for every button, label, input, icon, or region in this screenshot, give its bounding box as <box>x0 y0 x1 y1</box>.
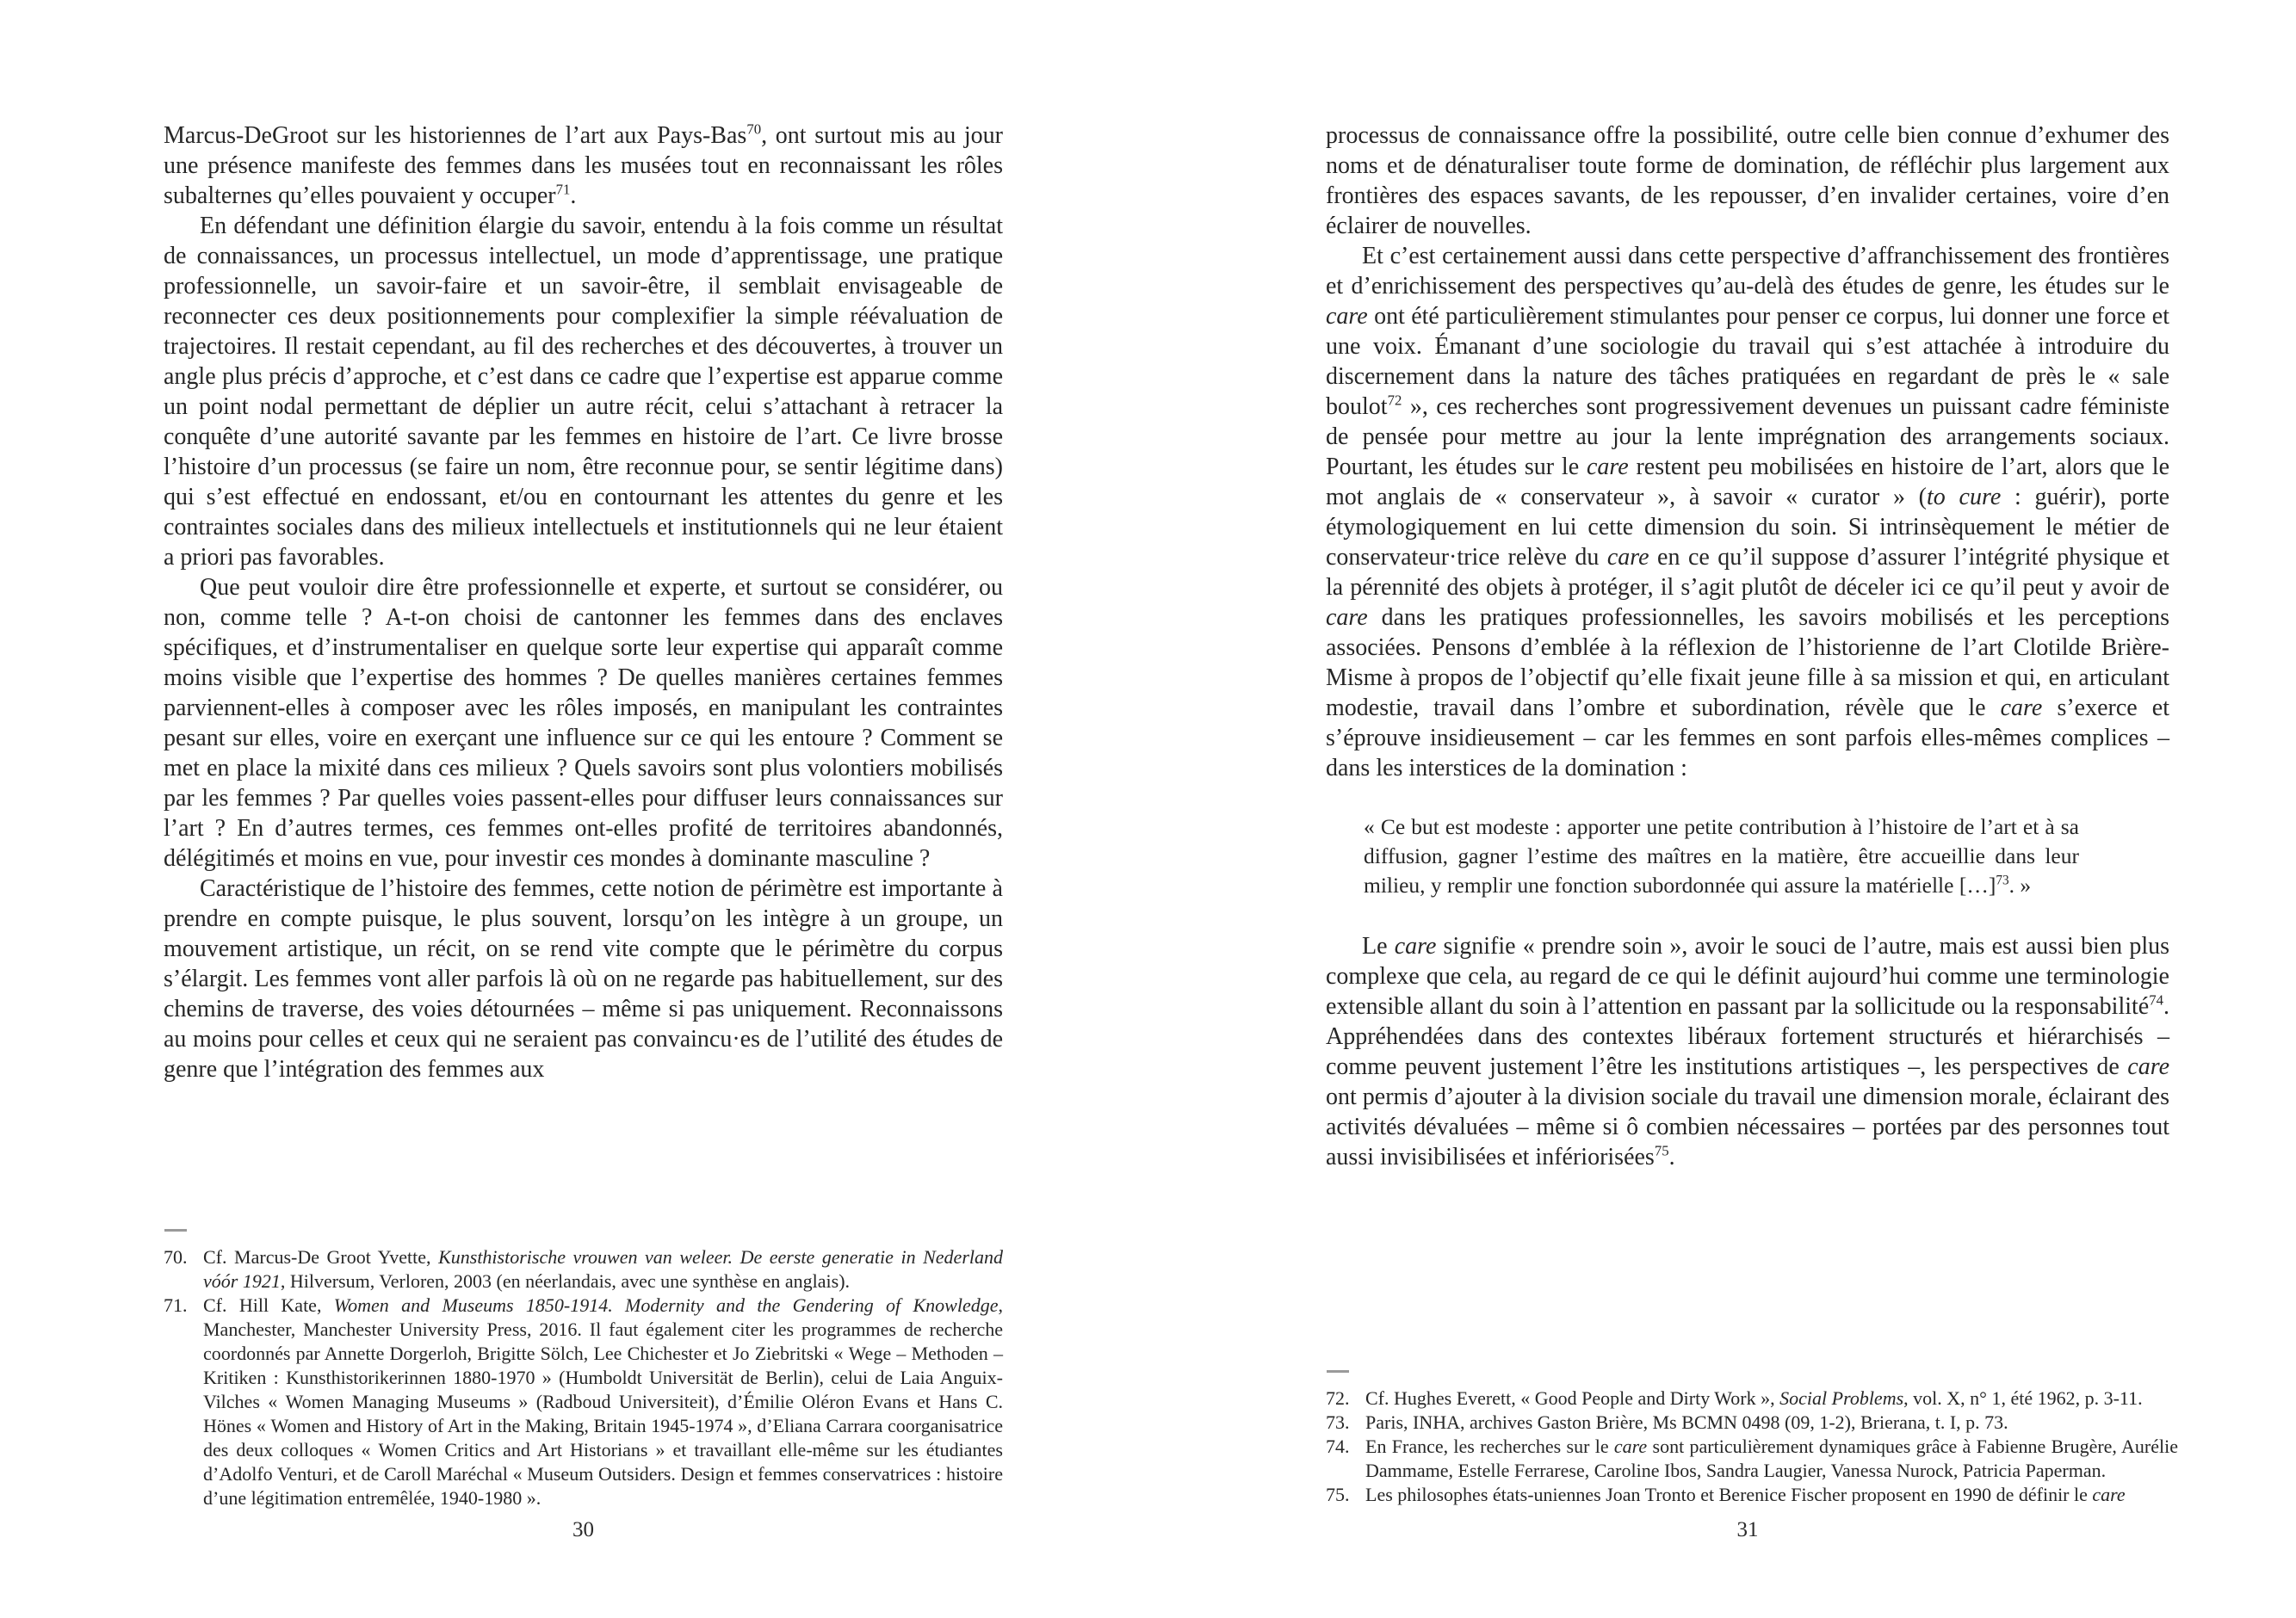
page-left-body <box>164 120 1003 1084</box>
footnote-number: 70. <box>164 1246 188 1268</box>
footnote-number: 73. <box>1326 1411 1350 1433</box>
footnote <box>164 1294 1003 1510</box>
footnote-separator-rule <box>164 1229 187 1232</box>
footnote-number: 74. <box>1326 1436 1350 1457</box>
paragraph-continuation: Marcus-DeGroot sur les historiennes de l’art aux Pays-Bas$^{70}$, ont surtout mis au jour une présence manifeste des femmes dans les musées tout en reconnaissant les rôles subalternes qu’elles pouvaient y occuper$^{71}$. <box>164 120 1003 209</box>
paragraph-continuation: processus de connaissance offre la possibilité, outre celle bien connue d’exhumer des noms et de dénaturaliser toute forme de domination, de réfléchir plus largement aux frontières des espaces savants, de les repousser, d’en invalider certaines, voire d’en éclairer de nouvelles. <box>1326 122 2169 239</box>
footnote-number: 75. <box>1326 1484 1350 1505</box>
footnote <box>1326 1386 2178 1411</box>
footnote-text: Les philosophes états-uniennes Joan Tronto et Berenice Fischer proposent en 1990 de définir le care <box>1365 1484 2126 1505</box>
footnote-number: 72. <box>1326 1387 1350 1409</box>
page-number-right: 31 <box>1736 1518 1759 1541</box>
footnote <box>164 1245 1003 1294</box>
footnote-text: Paris, INHA, archives Gaston Brière, Ms BCMN 0498 (09, 1-2), Brierana, t. I, p. 73. <box>1365 1411 2008 1433</box>
footnote <box>1326 1483 2178 1507</box>
page-right <box>1148 0 2296 1618</box>
footnote-separator-rule <box>1327 1370 1349 1373</box>
block-quote: « Ce but est modeste : apporter une petite contribution à l’histoire de l’art et à sa diffusion, gagner l’estime des maîtres en la matière, être accueillie dans leur milieu, y remplir une fonction subordonnée qui assure la matérielle […]$^{73}$. » <box>1364 814 2079 898</box>
footnote <box>1326 1411 2178 1435</box>
page-right-body <box>1326 120 2169 1172</box>
footnote-text: Cf. Hughes Everett, « Good People and Dirty Work », Social Problems, vol. X, n° 1, été 1962, p. 3-11. <box>1365 1387 2143 1409</box>
page-number-left: 30 <box>572 1518 594 1541</box>
footnote-number: 71. <box>164 1294 188 1316</box>
paragraph: En défendant une définition élargie du savoir, entendu à la fois comme un résultat de connaissances, un processus intellectuel, un mode d’apprentissage, une pratique professionnelle, un savoir-faire et un savoir-être, il semblait envisageable de reconnecter ces deux positionnements pour complexifier la simple réévaluation de trajectoires. Il restait cependant, au fil des recherches et des découvertes, à trouver un angle plus précis d’approche, et c’est dans ce cadre que l’expertise est apparue comme un point nodal permettant de déplier un autre récit, celui s’attachant à retracer la conquête d’une autorité savante par les femmes en histoire de l’art. Ce livre brosse l’histoire d’un processus (se faire un nom, être reconnue pour, se sentir légitime dans) qui s’est effectué en endossant, et/ou en contournant les attentes du genre et les contraintes sociales dans des milieux intellectuels et institutionnels qui ne leur étaient a priori pas favorables. <box>164 213 1003 571</box>
footnote-text: Cf. Hill Kate, Women and Museums 1850-1914. Modernity and the Gendering of Knowledge, Manchester, Manchester University Press, 2016. Il faut également citer les programmes de recherche coordonnés par Annette Dorgerloh, Brigitte Sölch, Lee Chichester et Jo Ziebritski « Wege – Methoden – Kritiken : Kunsthistorikerinnen 1880-1970 » (Humboldt Universität de Berlin), celui de Laia Anguix-Vilches « Women Managing Museums » (Radboud Universiteit), d’Émilie Oléron Evans et Hans C. Hönes « Women and History of Art in the Making, Britain 1945-1974 », d’Eliana Carrara coorganisatrice des deux colloques « Women Critics and Art Historians » et travaillant elle-même sur les étudiantes d’Adolfo Venturi, et de Caroll Maréchal « Museum Outsiders. Design et femmes conservatrices : histoire d’une légitimation entremêlée, 1940-1980 ». <box>203 1294 1003 1509</box>
paragraph: Le care signifie « prendre soin », avoir le souci de l’autre, mais est aussi bien plus complexe que cela, au regard de ce qui le définit aujourd’hui comme une terminologie extensible allant du soin à l’attention en passant par la sollicitude ou la responsabilité$^{74}$. Appréhendées dans des contextes libéraux fortement structurés et hiérarchisés – comme peuvent justement l’être les institutions artistiques –, les perspectives de care ont permis d’ajouter à la division sociale du travail une dimension morale, éclairant des activités dévaluées – même si ô combien nécessaires – portées par des personnes tout aussi invisibilisées et infériorisées$^{75}$. <box>1326 933 2169 1170</box>
footnote <box>1326 1435 2178 1483</box>
page-right-footnotes <box>1326 1370 2178 1507</box>
paragraph: Et c’est certainement aussi dans cette perspective d’affranchissement des frontières et d’enrichissement des perspectives qu’au-delà des études de genre, les études sur le care ont été particulièrement stimulantes pour penser ce corpus, lui donner une force et une voix. Émanant d’une sociologie du travail qui s’est attachée à introduire du discernement dans la nature des tâches pratiquées en regardant de près le « sale boulot$^{72}$ », ces recherches sont progressivement devenues un puissant cadre féministe de pensée pour mettre au jour la lente imprégnation des arrangements sociaux. Pourtant, les études sur le care restent peu mobilisées en histoire de l’art, alors que le mot anglais de « conservateur », à savoir « curator » (to cure : guérir), porte étymologiquement en lui cette dimension du soin. Si intrinsèquement le métier de conservateur·trice relève du care en ce qu’il suppose d’assurer l’intégrité physique et la pérennité des objets à protéger, il s’agit plutôt de déceler ici ce qu’il peut y avoir de care dans les pratiques professionnelles, les savoirs mobilisés et les perceptions associées. Pensons d’emblée à la réflexion de l’historienne de l’art Clotilde Brière-Misme à propos de l’objectif qu’elle fixait jeune fille à sa mission et qui, en articulant modestie, travail dans l’ombre et subordination, révèle que le care s’exerce et s’éprouve insidieusement – car les femmes en sont parfois elles-mêmes complices – dans les interstices de la domination : <box>1326 243 2170 781</box>
footnote-text: Cf. Marcus-De Groot Yvette, Kunsthistorische vrouwen van weleer. De eerste generatie in Nederland vóór 1921, Hilversum, Verloren, 2003 (en néerlandais, avec une synthèse en anglais). <box>203 1246 1003 1292</box>
footnote-text: En France, les recherches sur le care sont particulièrement dynamiques grâce à Fabienne Brugère, Aurélie Dammame, Estelle Ferrarese, Caroline Ibos, Sandra Laugier, Vanessa Nurock, Patricia Paperman. <box>1365 1436 2178 1481</box>
page-left-footnotes <box>164 1229 1003 1510</box>
paragraph: Que peut vouloir dire être professionnelle et experte, et surtout se considérer, ou non, comme telle ? A-t-on choisi de cantonner les femmes dans des enclaves spécifiques, et d’instrumentaliser en quelque sorte leur expertise qui apparaît comme moins visible que l’expertise des hommes ? De quelles manières certaines femmes parviennent-elles à composer avec les rôles imposés, en manipulant les contraintes pesant sur elles, voire en exerçant une influence sur ce qui les entoure ? Comment se met en place la mixité dans ces milieux ? Quels savoirs sont plus volontiers mobilisés par les femmes ? Par quelles voies passent-elles pour diffuser leurs connaissances sur l’art ? En d’autres termes, ces femmes ont-elles profité de territoires abandonnés, délégitimés et moins en vue, pour investir ces mondes à dominante masculine ? <box>164 574 1003 872</box>
paragraph: Caractéristique de l’histoire des femmes, cette notion de périmètre est importante à prendre en compte puisque, le plus souvent, lorsqu’on les intègre à un groupe, un mouvement artistique, un récit, on se rend vite compte que le périmètre du corpus s’élargit. Les femmes vont aller parfois là où on ne regarde pas habituellement, sur des chemins de traverse, des voies détournées – même si pas uniquement. Reconnaissons au moins pour celles et ceux qui ne seraient pas convaincu·es de l’utilité des études de genre que l’intégration des femmes aux <box>164 875 1003 1083</box>
